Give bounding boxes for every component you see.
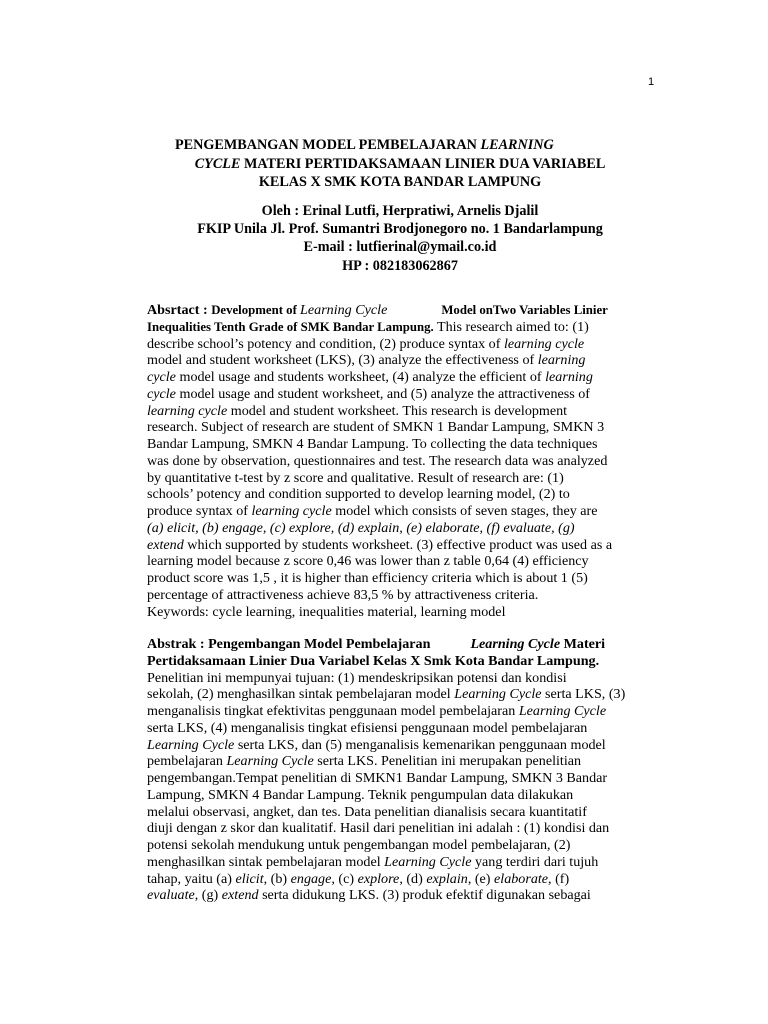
abstract-en-line: produce syntax of learning cycle model which consists of seven stages, they are — [147, 503, 598, 519]
abstract-id-line: pembelajaran Learning Cycle serta LKS. Penelitian ini merupakan penelitian — [147, 753, 582, 770]
abstract-en-line: learning cycle model and student worksheet. This research is development — [147, 402, 568, 419]
keywords-line: Keywords: cycle learning, inequalities material, learning model — [147, 603, 506, 620]
abstract-en-line: extend which supported by students worksheet. (3) effective product was used as a — [147, 536, 613, 553]
page-number: 1 — [648, 76, 655, 88]
abstract-en-line: Inequalities Tenth Grade of SMK Bandar Lampung. This research aimed to: (1) — [147, 318, 589, 335]
abstract-en-line: Bandar Lampung, SMKN 4 Bandar Lampung. To collecting the data techniques — [147, 436, 598, 452]
abstract-en-line: model and student worksheet (LKS), (3) analyze the effectiveness of learning — [147, 352, 586, 369]
author-phone: HP : 082183062867 — [342, 257, 458, 274]
abstract-en-line: cycle model usage and student worksheet, and (5) analyze the attractiveness of — [147, 385, 591, 402]
abstract-id-line: Abstrak : Pengembangan Model Pembelajaran Learning Cycle Materi — [147, 636, 606, 652]
abstract-id-line: sekolah, (2) menghasilkan sintak pembelajaran model Learning Cycle serta LKS, (3) — [147, 686, 626, 703]
abstract-id-line: diuji dengan z skor dan kualitatif. Hasil dari penelitian ini adalah : (1) kondisi dan — [147, 820, 610, 837]
abstract-en-line: describe school’s potency and condition, (2) produce syntax of learning cycle — [147, 335, 585, 352]
author-names: Oleh : Erinal Lutfi, Herpratiwi, Arnelis Djalil — [261, 203, 539, 219]
author-affiliation: FKIP Unila Jl. Prof. Sumantri Brodjonegoro no. 1 Bandarlampung — [197, 221, 603, 238]
abstract-id-line: menghasilkan sintak pembelajaran model Learning Cycle yang terdiri dari tujuh — [147, 853, 599, 870]
abstract-id-line: Pertidaksamaan Linier Dua Variabel Kelas X Smk Kota Bandar Lampung. — [147, 652, 600, 669]
abstract-en-line: schools’ potency and condition supported to develop learning model, (2) to — [147, 486, 570, 503]
title-line-3: KELAS X SMK KOTA BANDAR LAMPUNG — [258, 174, 542, 190]
abstract-id-line: tahap, yaitu (a) elicit, (b) engage, (c) explore, (d) explain, (e) elaborate, (f) — [147, 870, 570, 887]
abstract-english — [147, 302, 692, 620]
abstract-en-line: percentage of attractiveness achieve 83,5 % by attractiveness criteria. — [147, 586, 539, 603]
abstract-indonesian — [147, 636, 692, 904]
abstract-id-line: potensi sekolah mendukung untuk pengembangan model pembelajaran, (2) — [147, 837, 571, 853]
abstract-en-line: was done by observation, questionnaires and test. The research data was analyzed — [147, 452, 608, 469]
abstract-en-line: cycle model usage and students worksheet, (4) analyze the efficient of learning — [147, 369, 593, 385]
author-block — [140, 202, 660, 275]
abstract-id-line: serta LKS, (4) menganalisis tingkat efisiensi penggunaan model pembelajaran — [147, 719, 588, 736]
abstract-id-line: menganalisis tingkat efektivitas penggunaan model pembelajaran Learning Cycle — [147, 703, 607, 719]
abstract-en-line: product score was 1,5 , it is higher than efficiency criteria which is about 1 (5) — [147, 570, 588, 586]
abstract-id-line: Learning Cycle serta LKS, dan (5) menganalisis kemenarikan penggunaan model — [147, 736, 606, 753]
abstract-en-line: by quantitative t-test by z score and qualitative. Result of research are: (1) — [147, 469, 564, 486]
abstract-en-line: research. Subject of research are student of SMKN 1 Bandar Lampung, SMKN 3 — [147, 419, 605, 436]
abstract-en-line: (a) elicit, (b) engage, (c) explore, (d) explain, (e) elaborate, (f) evaluate, (g) — [147, 519, 575, 536]
abstract-id-line: pengembangan.Tempat penelitian di SMKN1 Bandar Lampung, SMKN 3 Bandar — [147, 770, 608, 786]
abstract-en-line: learning model because z score 0,46 was lower than z table 0,64 (4) efficiency — [147, 553, 589, 570]
paper-title — [140, 136, 660, 192]
title-line-1: PENGEMBANGAN MODEL PEMBELAJARAN LEARNING — [175, 137, 554, 153]
abstract-en-line: Absrtact : Development of Learning Cycle Model onTwo Variables Linier — [147, 302, 608, 318]
abstract-id-line: melalui observasi, angket, dan tes. Data penelitian dianalisis secara kuantitatif — [147, 803, 587, 820]
abstract-id-line: Penelitian ini mempunyai tujuan: (1) mendeskripsikan potensi dan kondisi — [147, 669, 567, 686]
abstract-id-line: evaluate, (g) extend serta didukung LKS. (3) produk efektif digunakan sebagai — [147, 887, 591, 904]
title-line-2: CYCLE MATERI PERTIDAKSAMAAN LINIER DUA VARIABEL — [194, 155, 606, 172]
abstract-id-line: Lampung, SMKN 4 Bandar Lampung. Teknik pengumpulan data dilakukan — [147, 786, 574, 803]
author-email: E-mail : lutfierinal@ymail.co.id — [303, 239, 497, 256]
